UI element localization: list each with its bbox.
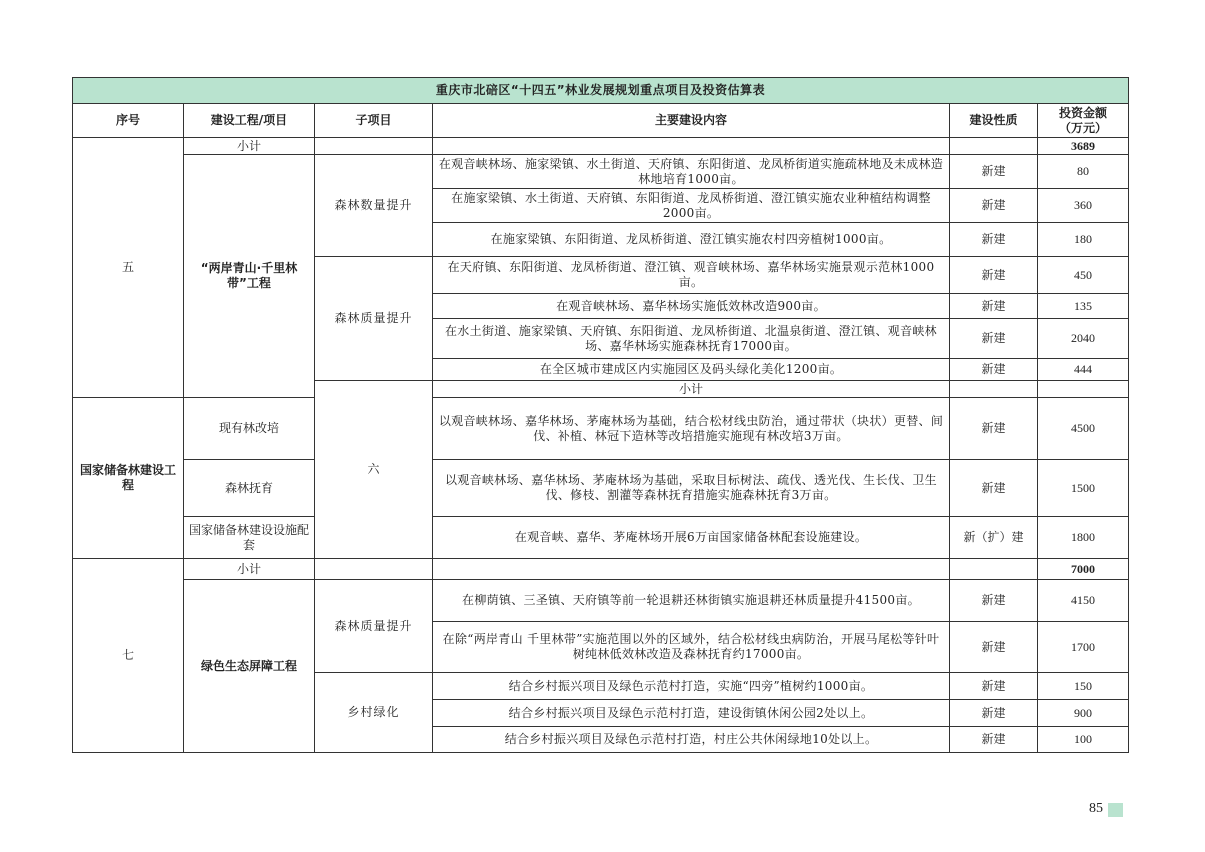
nature-cell: 新建: [950, 727, 1038, 753]
subproject-name: 森林抚育: [184, 460, 315, 517]
amount-cell: 900: [1038, 700, 1129, 727]
subtotal-label: 小计: [184, 138, 315, 155]
content-cell: 在施家梁镇、东阳街道、龙凤桥街道、澄江镇实施农村四旁植树1000亩。: [433, 223, 950, 257]
content-cell: 在施家梁镇、水土街道、天府镇、东阳街道、龙凤桥街道、澄江镇实施农业种植结构调整2000亩。: [433, 189, 950, 223]
subtotal-label: 小计: [184, 559, 315, 580]
content-cell: 在观音峡、嘉华、茅庵林场开展6万亩国家储备林配套设施建设。: [433, 517, 950, 559]
nature-cell: 新建: [950, 580, 1038, 622]
amount-cell: 150: [1038, 673, 1129, 700]
amount-cell: 180: [1038, 223, 1129, 257]
subproject-name: 乡村绿化: [315, 673, 433, 753]
header-row: [73, 104, 1129, 138]
subproject-name: 国家储备林建设设施配套: [184, 517, 315, 559]
nature-cell: 新建: [950, 622, 1038, 673]
page-number-marker: [1108, 803, 1123, 817]
subtotal-row: [73, 138, 1129, 155]
content-cell: 以观音峡林场、嘉华林场、茅庵林场为基础，采取目标树法、疏伐、透光伐、生长伐、卫生伐、修枝、割灌等森林抚育措施实施森林抚育3万亩。: [433, 460, 950, 517]
header-seq: 序号: [73, 104, 184, 138]
content-cell: 以观音峡林场、嘉华林场、茅庵林场为基础，结合松材线虫防治，通过带状（块状）更替、间伐、补植、林冠下造林等改培措施实施现有林改培3万亩。: [433, 398, 950, 460]
content-cell: 在全区城市建成区内实施园区及码头绿化美化1200亩。: [433, 359, 950, 381]
content-cell: 在除“两岸青山 千里林带”实施范围以外的区域外，结合松材线虫病防治，开展马尾松等针叶树纯林低效林改造及森林抚育约17000亩。: [433, 622, 950, 673]
subtotal-value: 3689: [1038, 138, 1129, 155]
content-cell: 在观音峡林场、施家梁镇、水土街道、天府镇、东阳街道、龙凤桥街道实施疏林地及未成林造林地培育1000亩。: [433, 155, 950, 189]
group-project: 国家储备林建设工程: [73, 398, 184, 559]
subtotal-row: [73, 559, 1129, 580]
amount-cell: 444: [1038, 359, 1129, 381]
table-row: [73, 155, 1129, 189]
amount-cell: 4150: [1038, 580, 1129, 622]
subproject-name: 森林质量提升: [315, 257, 433, 381]
content-cell: 在观音峡林场、嘉华林场实施低效林改造900亩。: [433, 294, 950, 319]
nature-cell: 新建: [950, 700, 1038, 727]
nature-cell: 新建: [950, 460, 1038, 517]
amount-cell: 2040: [1038, 319, 1129, 359]
amount-cell: 80: [1038, 155, 1129, 189]
amount-cell: 100: [1038, 727, 1129, 753]
content-cell: 结合乡村振兴项目及绿色示范村打造，实施“四旁”植树约1000亩。: [433, 673, 950, 700]
nature-cell: 新（扩）建: [950, 517, 1038, 559]
nature-cell: 新建: [950, 189, 1038, 223]
content-cell: 在柳荫镇、三圣镇、天府镇等前一轮退耕还林街镇实施退耕还林质量提升41500亩。: [433, 580, 950, 622]
amount-cell: 135: [1038, 294, 1129, 319]
header-subproject: 子项目: [315, 104, 433, 138]
content-cell: 结合乡村振兴项目及绿色示范村打造，建设街镇休闲公园2处以上。: [433, 700, 950, 727]
nature-cell: 新建: [950, 294, 1038, 319]
subtotal-value: 7000: [1038, 559, 1129, 580]
content-cell: 结合乡村振兴项目及绿色示范村打造，村庄公共休闲绿地10处以上。: [433, 727, 950, 753]
table-title: 重庆市北碚区“十四五”林业发展规划重点项目及投资估算表: [73, 78, 1129, 104]
amount-cell: 4500: [1038, 398, 1129, 460]
header-nature: 建设性质: [950, 104, 1038, 138]
nature-cell: 新建: [950, 319, 1038, 359]
subproject-name: 森林质量提升: [315, 580, 433, 673]
amount-cell: 360: [1038, 189, 1129, 223]
nature-cell: 新建: [950, 223, 1038, 257]
amount-cell: 450: [1038, 257, 1129, 294]
table-row: [73, 460, 1129, 517]
header-content: 主要建设内容: [433, 104, 950, 138]
amount-cell: 1500: [1038, 460, 1129, 517]
nature-cell: 新建: [950, 359, 1038, 381]
group-project: 绿色生态屏障工程: [184, 580, 315, 753]
group-project: “两岸青山·千里林带”工程: [184, 155, 315, 398]
subproject-name: 森林数量提升: [315, 155, 433, 257]
table-row: [73, 398, 1129, 460]
group-seq: 六: [315, 381, 433, 559]
header-invest: 投资金额（万元）: [1038, 104, 1129, 138]
content-cell: 在天府镇、东阳街道、龙凤桥街道、澄江镇、观音峡林场、嘉华林场实施景观示范林1000亩。: [433, 257, 950, 294]
header-project: 建设工程/项目: [184, 104, 315, 138]
amount-cell: 1800: [1038, 517, 1129, 559]
amount-cell: 1700: [1038, 622, 1129, 673]
content-cell: 在水土街道、施家梁镇、天府镇、东阳街道、龙凤桥街道、北温泉街道、澄江镇、观音峡林场、嘉华林场实施森林抚育17000亩。: [433, 319, 950, 359]
subtotal-label: 小计: [433, 381, 950, 398]
group-seq: 七: [73, 559, 184, 753]
table-row: [73, 580, 1129, 622]
nature-cell: 新建: [950, 155, 1038, 189]
table-row: [73, 517, 1129, 559]
nature-cell: 新建: [950, 673, 1038, 700]
subproject-name: 现有林改培: [184, 398, 315, 460]
nature-cell: 新建: [950, 257, 1038, 294]
nature-cell: 新建: [950, 398, 1038, 460]
investment-table: [72, 77, 1129, 753]
group-seq: 五: [73, 138, 184, 398]
page-number: 85: [1089, 801, 1103, 816]
